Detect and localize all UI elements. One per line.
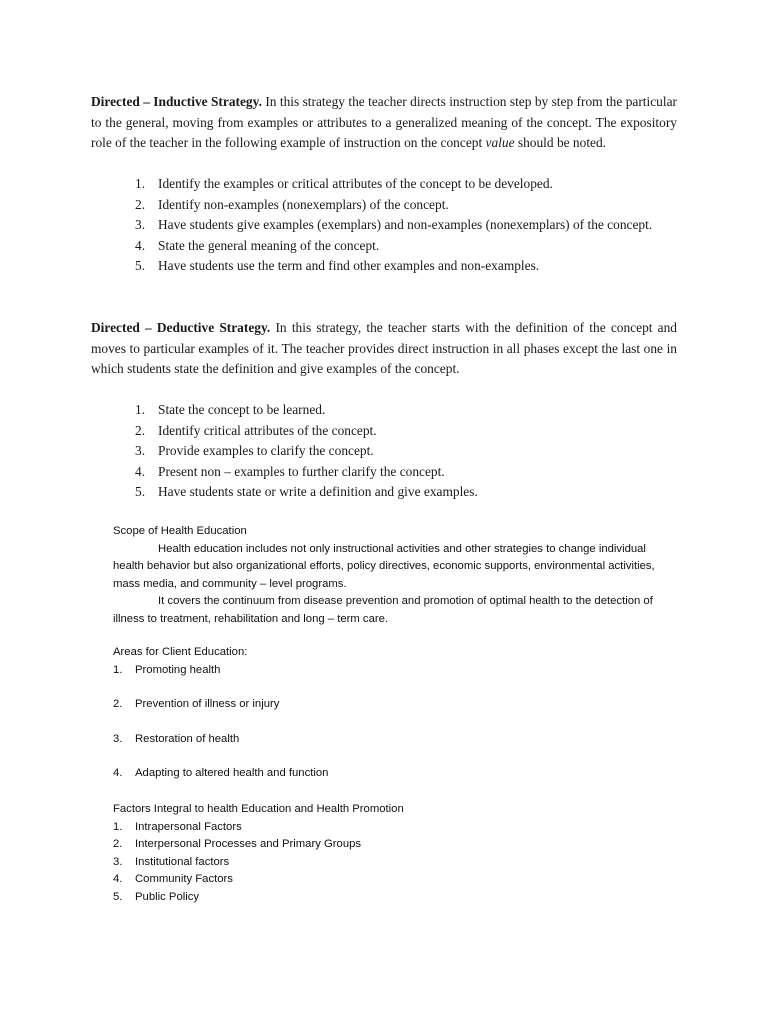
list-item [135, 195, 677, 216]
list-number: 4. [135, 237, 146, 253]
list-item [135, 441, 677, 462]
list-number: 3. [113, 855, 123, 868]
list-item [113, 662, 673, 680]
inductive-italic-term: value [485, 135, 515, 150]
list-number: 4. [135, 463, 146, 479]
deductive-text: In this strategy, the teacher starts with the definition of the concept and moves to particular examples of it. The teacher provides direct instruction in all phases except the last one in which students state the definition and give examples of the concept. [91, 320, 678, 376]
list-number: 3. [113, 732, 123, 745]
areas-section [113, 644, 673, 783]
list-text: Restoration of health [135, 732, 240, 745]
list-text: Public Policy [135, 890, 200, 903]
areas-list [113, 662, 673, 783]
list-number: 3. [135, 217, 146, 232]
list-item [135, 482, 677, 503]
factors-section [113, 801, 673, 907]
list-number: 2. [113, 838, 123, 851]
list-number: 1. [135, 176, 146, 191]
list-item [113, 836, 673, 854]
list-number: 5. [135, 258, 146, 273]
list-text: Provide examples to clarify the concept. [158, 443, 374, 458]
scope-heading: Scope of Health Education [113, 525, 247, 537]
list-text: Identify the examples or critical attributes of the concept to be developed. [158, 176, 553, 191]
list-text: Identify non-examples (nonexemplars) of the concept. [158, 196, 449, 212]
list-text: Present non – examples to further clarify the concept. [158, 463, 445, 479]
list-number: 4. [113, 873, 123, 886]
list-item [135, 215, 677, 236]
list-number: 2. [135, 422, 146, 438]
deductive-heading: Directed – Deductive Strategy. [91, 320, 271, 335]
list-item [135, 236, 677, 257]
list-text: Identify critical attributes of the concept. [158, 422, 377, 438]
list-text: Have students state or write a definition and give examples. [158, 484, 478, 499]
list-text: Interpersonal Processes and Primary Groups [135, 838, 362, 851]
list-item [135, 174, 677, 195]
list-text: Have students give examples (exemplars) and non-examples (nonexemplars) of the concept. [158, 217, 653, 232]
factors-list [113, 819, 673, 907]
list-text: Community Factors [135, 873, 233, 886]
list-number: 3. [135, 443, 146, 458]
list-number: 5. [113, 890, 123, 903]
list-item [135, 256, 677, 277]
deductive-steps-list [135, 400, 677, 503]
areas-heading: Areas for Client Education: [113, 646, 248, 658]
list-item [113, 765, 673, 783]
list-item [135, 462, 677, 483]
list-number: 5. [135, 484, 146, 499]
list-text: Promoting health [135, 663, 221, 676]
list-item [135, 421, 677, 442]
factors-heading: Factors Integral to health Education and Health Promotion [113, 803, 404, 815]
inductive-steps-list [135, 174, 677, 277]
list-text: Institutional factors [135, 855, 230, 868]
deductive-paragraph [91, 318, 677, 380]
list-number: 1. [113, 663, 123, 676]
list-number: 1. [135, 402, 146, 417]
list-text: Intrapersonal Factors [135, 820, 242, 833]
inductive-text: In this strategy the teacher directs instruction step by step from the particular to the general, moving from examples or attributes to a generalized meaning of the concept. The expository role of the teacher in the following example of instruction on the concept [91, 94, 678, 150]
list-number: 2. [113, 698, 123, 711]
list-item [113, 854, 673, 872]
inductive-heading: Directed – Inductive Strategy. [91, 94, 262, 109]
list-item [113, 871, 673, 889]
list-item [113, 819, 673, 837]
list-number: 1. [113, 820, 123, 833]
list-item [113, 889, 673, 907]
list-item [113, 731, 673, 749]
inductive-text-end: should be noted. [514, 135, 607, 150]
inductive-paragraph [91, 92, 677, 154]
list-item [113, 696, 673, 714]
list-text: Have students use the term and find other examples and non-examples. [158, 258, 540, 273]
list-number: 4. [113, 767, 123, 780]
list-text: Prevention of illness or injury [135, 698, 280, 711]
list-text: Adapting to altered health and function [135, 767, 329, 780]
scope-paragraph-1: Health education includes not only instructional activities and other strategies to change individual health behavior but also organizational efforts, policy directives, economic supports, environmental activities, mass media, and community – level programs. [113, 542, 655, 590]
list-number: 2. [135, 196, 146, 212]
list-item [135, 400, 677, 421]
list-text: State the general meaning of the concept. [158, 237, 380, 253]
list-text: State the concept to be learned. [158, 402, 326, 417]
scope-paragraph-2: It covers the continuum from disease prevention and promotion of optimal health to the detection of illness to treatment, rehabilitation and long – term care. [113, 595, 653, 625]
scope-section [113, 523, 673, 629]
